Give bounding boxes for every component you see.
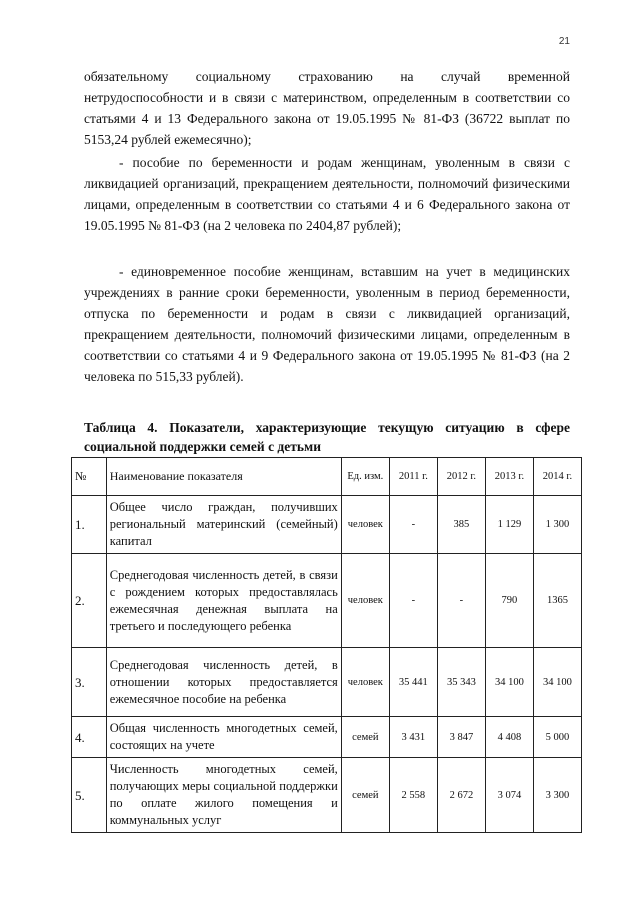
row-unit: человек (341, 496, 389, 554)
row-value-2013: 3 074 (485, 758, 533, 833)
row-value-2013: 34 100 (485, 648, 533, 717)
row-value-2012: 2 672 (437, 758, 485, 833)
row-num: 4. (72, 717, 107, 758)
row-num: 5. (72, 758, 107, 833)
indicators-table (71, 457, 582, 833)
row-unit: семей (341, 717, 389, 758)
table-title: Таблица 4. Показатели, характеризующие текущую ситуацию в сфере социальной поддержки семей с детьми (84, 420, 570, 454)
row-value-2011: - (389, 554, 437, 648)
header-unit: Ед. изм. (341, 458, 389, 496)
row-name: Среднегодовая численность детей, в связи с рождением которых предоставлялась ежемесячная денежная выплата на третьего и последующего ребенка (106, 554, 341, 648)
paragraph-3: - единовременное пособие женщинам, вставшим на учет в медицинских учреждениях в ранние сроки беременности, уволенным в период беременности, отпуска по беременности и родам в связи с ликвидацией организаций, прекращением деятельности, полномочий физическими лицами, определенным в соответствии со статьями 4 и 9 Федерального закона от 19.05.1995 № 81-ФЗ (на 2 человека по 515,33 рублей). (84, 264, 570, 384)
table-row (72, 717, 582, 758)
row-num: 2. (72, 554, 107, 648)
table-row (72, 758, 582, 833)
row-unit: семей (341, 758, 389, 833)
row-value-2014: 1365 (533, 554, 581, 648)
header-year-2011: 2011 г. (389, 458, 437, 496)
row-name: Общее число граждан, получивших региональный материнский (семейный) капитал (106, 496, 341, 554)
row-value-2011: 35 441 (389, 648, 437, 717)
row-value-2013: 1 129 (485, 496, 533, 554)
header-year-2013: 2013 г. (485, 458, 533, 496)
row-value-2012: - (437, 554, 485, 648)
header-year-2014: 2014 г. (533, 458, 581, 496)
row-unit: человек (341, 648, 389, 717)
row-value-2014: 1 300 (533, 496, 581, 554)
row-value-2014: 5 000 (533, 717, 581, 758)
row-value-2012: 385 (437, 496, 485, 554)
row-num: 1. (72, 496, 107, 554)
row-name: Численность многодетных семей, получающих меры социальной поддержки по оплате жилого помещения и коммунальных услуг (106, 758, 341, 833)
header-num: № (72, 458, 107, 496)
row-value-2011: 3 431 (389, 717, 437, 758)
row-value-2011: 2 558 (389, 758, 437, 833)
page-number: 21 (558, 36, 570, 47)
header-name: Наименование показателя (106, 458, 341, 496)
row-value-2011: - (389, 496, 437, 554)
row-value-2014: 34 100 (533, 648, 581, 717)
table-row (72, 554, 582, 648)
row-value-2014: 3 300 (533, 758, 581, 833)
header-year-2012: 2012 г. (437, 458, 485, 496)
paragraph-1: обязательному социальному страхованию на случай временной нетрудоспособности и в связи с материнством, определенным в соответствии со статьями 4 и 13 Федерального закона от 19.05.1995 № 81-ФЗ (36722 выплат по 5153,24 рублей ежемесячно); (84, 69, 570, 147)
row-num: 3. (72, 648, 107, 717)
table-row (72, 648, 582, 717)
table-row (72, 496, 582, 554)
row-value-2012: 35 343 (437, 648, 485, 717)
paragraph-2: - пособие по беременности и родам женщинам, уволенным в связи с ликвидацией организаций, прекращением деятельности, полномочий физическими лицами, определенным в соответствии со статьями 4 и 6 Федерального закона от 19.05.1995 № 81-ФЗ (на 2 человека по 2404,87 рублей); (84, 155, 570, 233)
row-name: Общая численность многодетных семей, состоящих на учете (106, 717, 341, 758)
row-value-2013: 790 (485, 554, 533, 648)
row-unit: человек (341, 554, 389, 648)
row-value-2012: 3 847 (437, 717, 485, 758)
table-header-row (72, 458, 582, 496)
row-value-2013: 4 408 (485, 717, 533, 758)
row-name: Среднегодовая численность детей, в отношении которых предоставляется ежемесячное пособие на ребенка (106, 648, 341, 717)
